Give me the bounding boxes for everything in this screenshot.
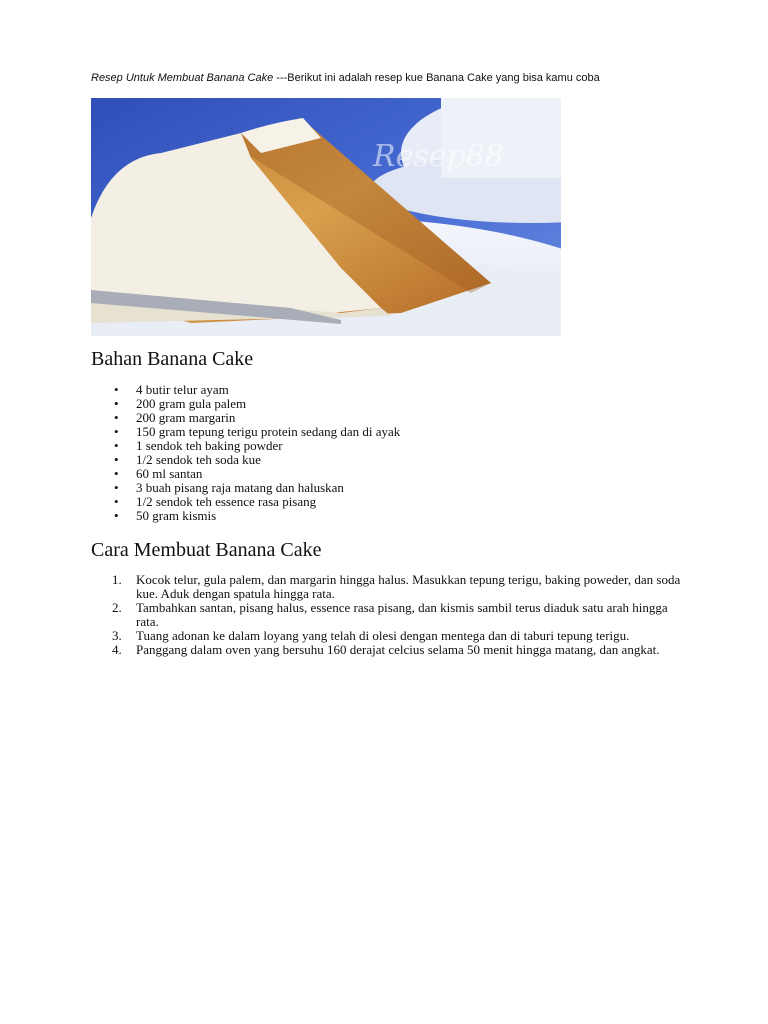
step-text: Tuang adonan ke dalam loyang yang telah di olesi dengan mentega dan di taburi tepung terigu.: [136, 628, 630, 643]
bullet-icon: •: [114, 396, 119, 411]
step-item: [91, 601, 681, 629]
bullet-icon: •: [114, 424, 119, 439]
step-number: 1.: [112, 572, 122, 587]
step-text: Tambahkan santan, pisang halus, essence rasa pisang, dan kismis sambil terus diaduk satu arah hingga rata.: [136, 600, 668, 629]
ingredient-text: 200 gram margarin: [136, 410, 236, 425]
ingredient-item: [91, 467, 400, 481]
step-text: Panggang dalam oven yang bersuhu 160 derajat celcius selama 50 menit hingga matang, dan angkat.: [136, 642, 660, 657]
ingredient-item: [91, 383, 400, 397]
ingredient-item: [91, 453, 400, 467]
ingredient-text: 4 butir telur ayam: [136, 382, 229, 397]
ingredient-item: [91, 397, 400, 411]
step-number: 2.: [112, 600, 122, 615]
intro-line: [91, 71, 751, 85]
bullet-icon: •: [114, 438, 119, 453]
bullet-icon: •: [114, 508, 119, 523]
bullet-icon: •: [114, 410, 119, 425]
step-item: [91, 643, 681, 657]
intro-italic: Resep Untuk Membuat Banana Cake: [91, 72, 274, 84]
ingredient-item: [91, 481, 400, 495]
ingredient-text: 150 gram tepung terigu protein sedang dan di ayak: [136, 424, 401, 439]
ingredient-text: 1/2 sendok teh essence rasa pisang: [136, 494, 317, 509]
ingredient-text: 1/2 sendok teh soda kue: [136, 452, 261, 467]
ingredient-text: 50 gram kismis: [136, 508, 217, 523]
steps-list: [91, 573, 681, 657]
ingredient-item: [91, 439, 400, 453]
step-item: [91, 573, 681, 601]
ingredient-item: [91, 411, 400, 425]
bullet-icon: •: [114, 494, 119, 509]
ingredient-text: 3 buah pisang raja matang dan haluskan: [136, 480, 344, 495]
bullet-icon: •: [114, 452, 119, 467]
ingredient-item: [91, 509, 400, 523]
bullet-icon: •: [114, 466, 119, 481]
step-text: Kocok telur, gula palem, dan margarin hingga halus. Masukkan tepung terigu, baking poweder, dan soda kue. Aduk dengan spatula hingga rata.: [136, 572, 681, 601]
cake-photo: [91, 98, 561, 336]
heading-cara: Cara Membuat Banana Cake: [91, 539, 322, 561]
intro-rest: ---Berikut ini adalah resep kue Banana Cake yang bisa kamu coba: [273, 72, 600, 84]
watermark: Resep88: [373, 139, 504, 174]
step-number: 4.: [112, 642, 122, 657]
heading-bahan: Bahan Banana Cake: [91, 348, 254, 370]
bullet-icon: •: [114, 382, 119, 397]
ingredient-item: [91, 495, 400, 509]
ingredient-text: 60 ml santan: [136, 466, 203, 481]
ingredient-item: [91, 425, 400, 439]
step-number: 3.: [112, 628, 122, 643]
step-item: [91, 629, 681, 643]
bullet-icon: •: [114, 480, 119, 495]
ingredient-list: [91, 383, 400, 523]
ingredient-text: 200 gram gula palem: [136, 396, 247, 411]
ingredient-text: 1 sendok teh baking powder: [136, 438, 283, 453]
